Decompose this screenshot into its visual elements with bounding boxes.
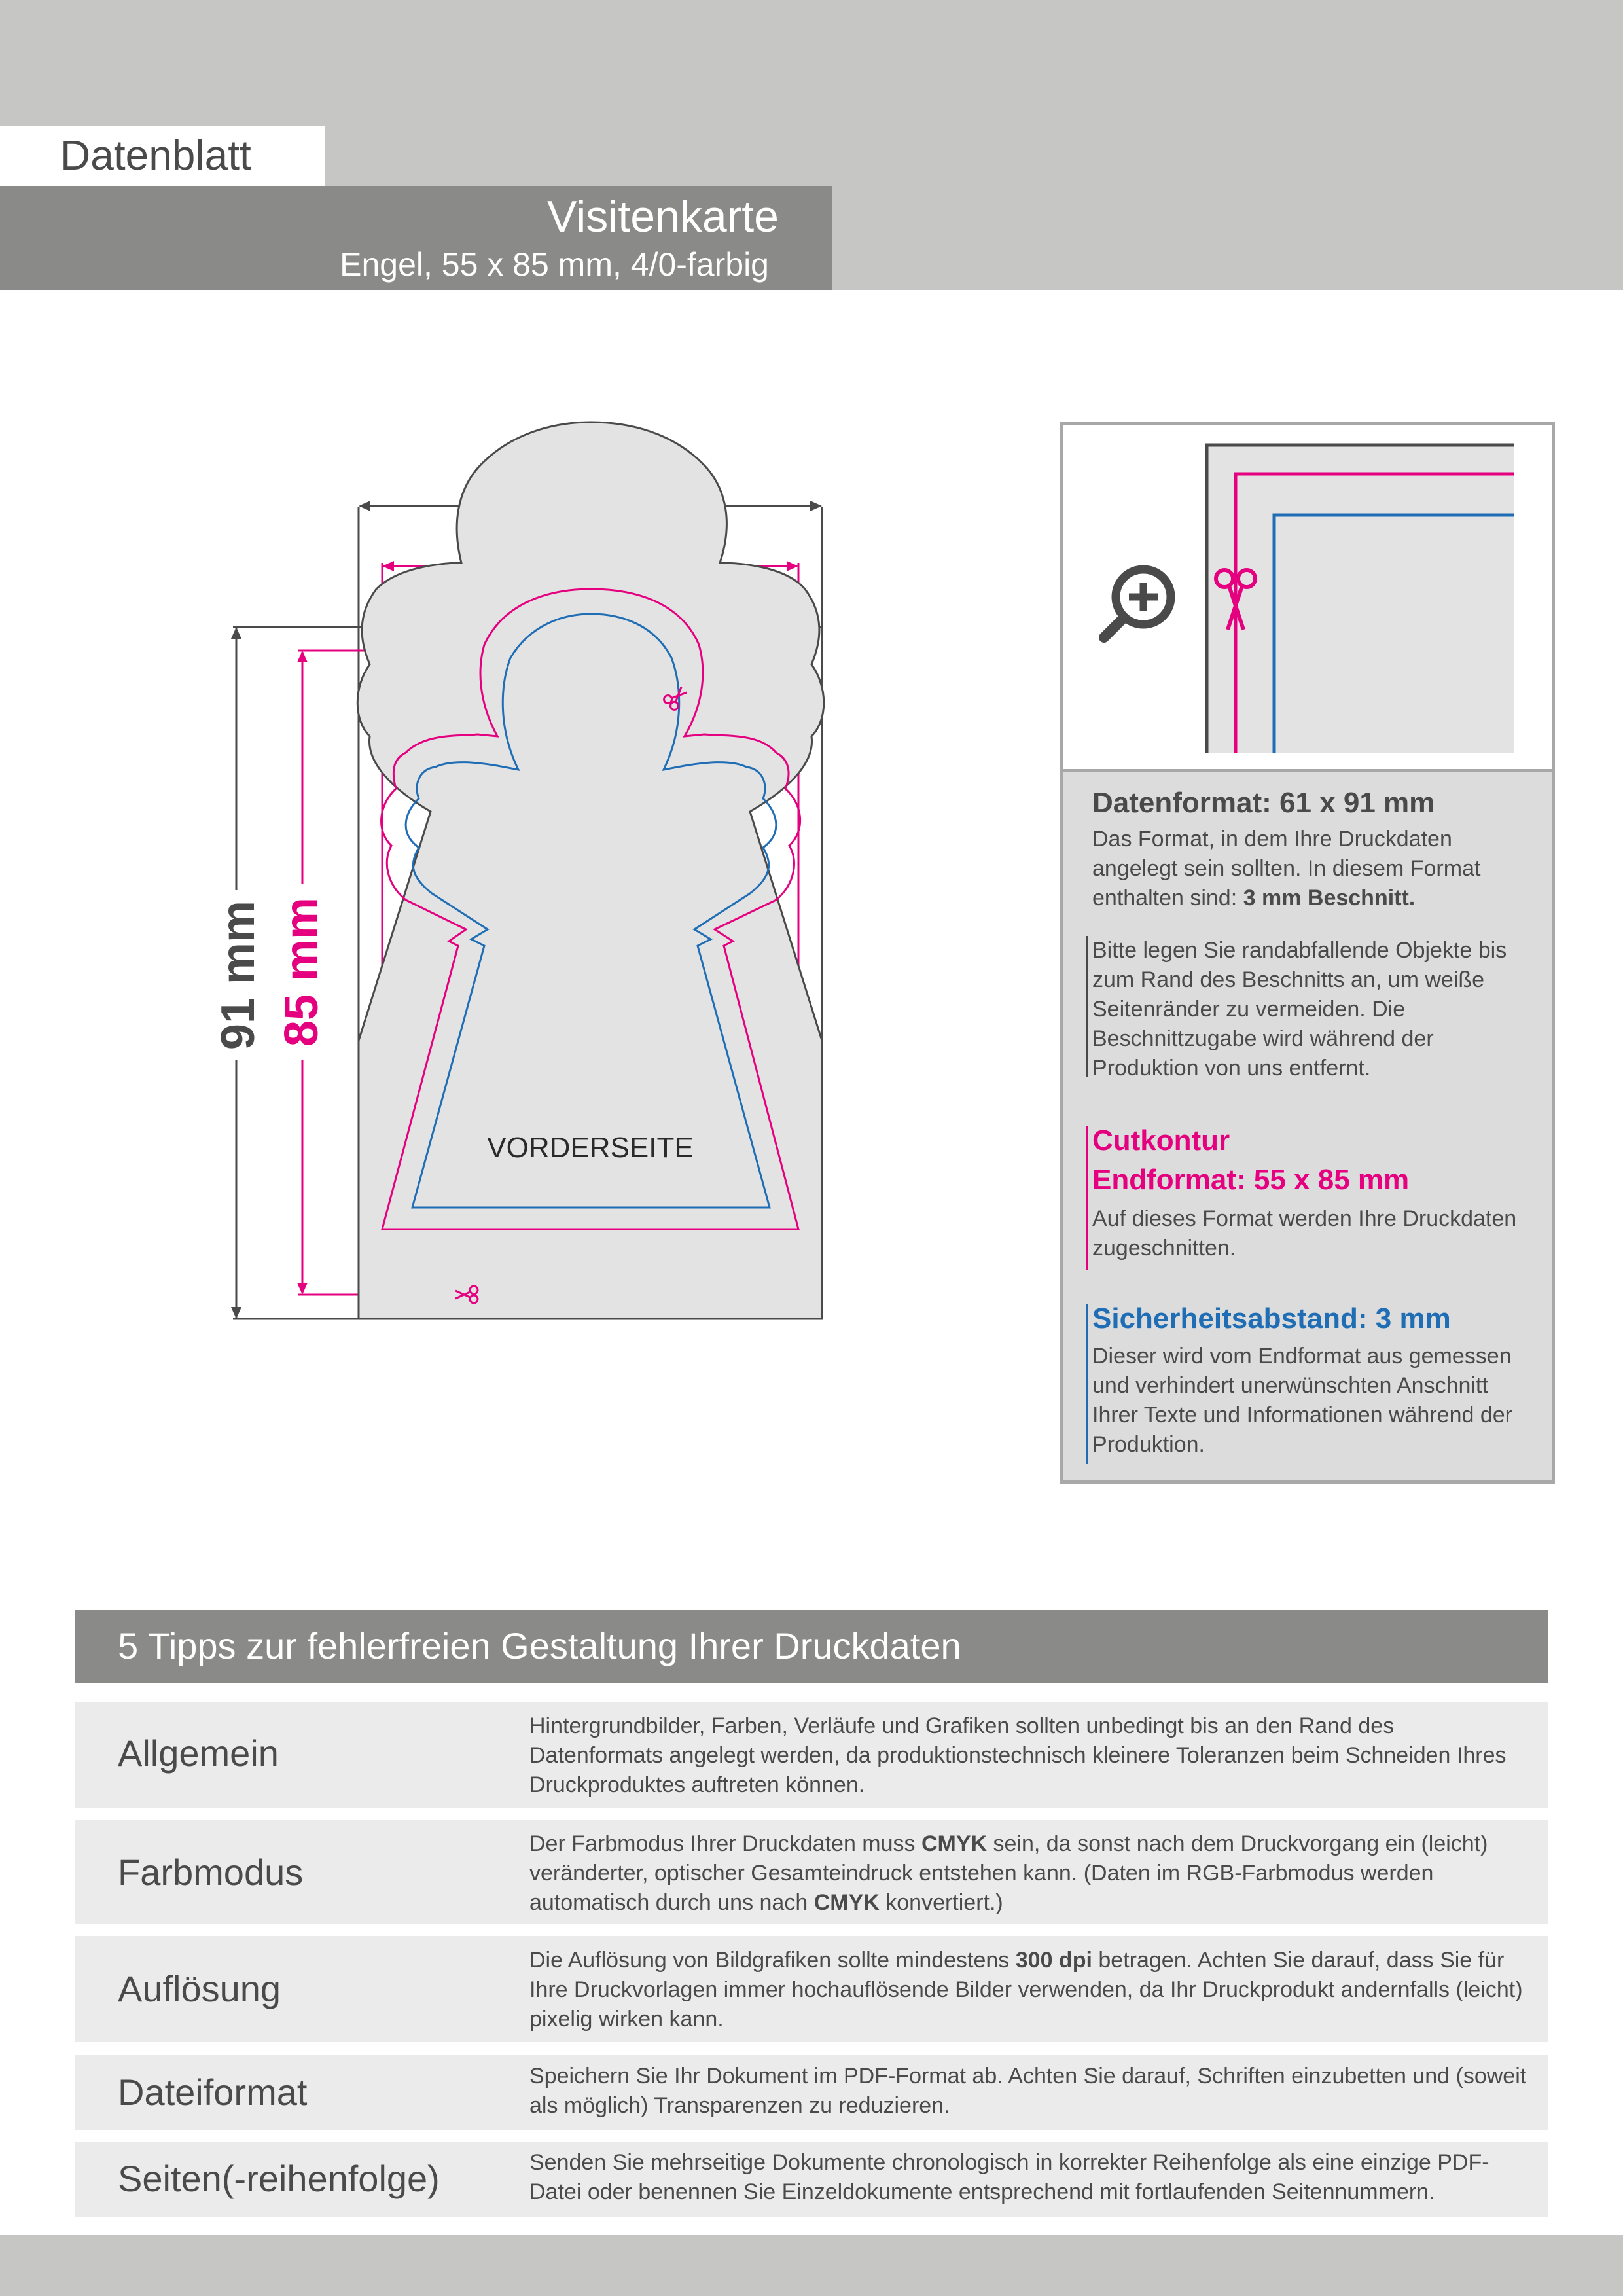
dim-55-arrow-right xyxy=(787,561,798,571)
aufloesung-part-1: Die Auflösung von Bildgrafiken sollte mindestens xyxy=(529,1948,1016,1973)
tip-row-dateiformat xyxy=(75,2055,1548,2130)
zoom-plus-icon xyxy=(1104,569,1171,637)
dim-55-arrow-left xyxy=(382,561,394,571)
tip-row-aufloesung xyxy=(75,1936,1548,2042)
tips-header xyxy=(75,1610,1548,1683)
farbmodus-part-3: konvertiert.) xyxy=(879,1890,1003,1915)
format-diagram xyxy=(0,367,851,1348)
aufloesung-part-2: betragen. Achten Sie darauf, dass Sie für Ihre Druckvorlagen immer hochauflösende Bilder verwenden, da Ihr Druckprodukt andernfalls (leicht) pixelig wirken kann. xyxy=(529,1948,1523,2032)
cut-title-2: Endformat: 55 x 85 mm xyxy=(1092,1164,1410,1196)
dim-91-arrow-bottom xyxy=(231,1307,241,1319)
tip-label-dateiformat: Dateiformat xyxy=(118,2072,308,2113)
info-panel xyxy=(1060,422,1555,1484)
cut-title-1: Cutkontur xyxy=(1092,1124,1230,1157)
angel-bleed-shape xyxy=(357,422,824,1319)
farbmodus-part-2: sein, da sonst nach dem Druckvorgang ein (leicht) veränderter, optischer Gesamteindruck entstehen kann. (Daten im RGB-Farbmodus werden automatisch durch uns nach xyxy=(529,1831,1488,1915)
height-outer-label: 91 mm xyxy=(212,900,264,1050)
tip-text-allgemein: Hintergrundbilder, Farben, Verläufe und Grafiken sollten unbedingt bis an den Rand des Datenformats angelegt werden, da produktionstechnisch kleinere Toleranzen beim Schneiden Ihres Druckproduktes auftreten können. xyxy=(529,1713,1507,1797)
safe-bar xyxy=(1086,1304,1088,1464)
footer-band xyxy=(0,2235,1623,2296)
zoom-detail xyxy=(1063,425,1552,772)
datenformat-text xyxy=(1092,825,1537,913)
farbmodus-part-1: Der Farbmodus Ihrer Druckdaten muss xyxy=(529,1831,921,1856)
vorderseite-label: VORDERSEITE xyxy=(487,1132,694,1164)
tip-label-farbmodus: Farbmodus xyxy=(118,1852,304,1893)
datenblatt-label: Datenblatt xyxy=(60,132,251,179)
dim-61-arrow-left xyxy=(359,501,370,511)
farbmodus-bold-1: CMYK xyxy=(921,1831,988,1856)
tip-label-aufloesung: Auflösung xyxy=(118,1968,281,2009)
cut-text: Auf dieses Format werden Ihre Druckdaten zugeschnitten. xyxy=(1092,1206,1517,1261)
height-inner-label: 85 mm xyxy=(276,897,328,1047)
datenformat-title: Datenformat: 61 x 91 mm xyxy=(1092,787,1435,819)
dim-91-arrow-top xyxy=(231,627,241,639)
datenblatt-tab xyxy=(0,126,325,186)
farbmodus-bold-2: CMYK xyxy=(813,1890,880,1915)
tip-row-farbmodus xyxy=(75,1820,1548,1924)
page-title: Visitenkarte xyxy=(546,192,779,242)
aufloesung-bold: 300 dpi xyxy=(1015,1948,1092,1973)
zoom-corner-graphic xyxy=(1063,425,1552,769)
info-text-area xyxy=(1063,772,1552,1480)
zoom-bleed-area xyxy=(1207,445,1514,753)
tip-label-seiten: Seiten(-reihenfolge) xyxy=(118,2158,440,2199)
tip-text-dateiformat: Speichern Sie Ihr Dokument im PDF-Format ab. Achten Sie darauf, Schriften einzubetten und (soweit als möglich) Transparenzen zu reduzieren. xyxy=(529,2064,1527,2118)
tip-text-aufloesung xyxy=(529,1946,1531,2034)
datenformat-text-bold: 3 mm Beschnitt. xyxy=(1243,886,1416,910)
tip-label-allgemein: Allgemein xyxy=(118,1732,279,1774)
tip-text-farbmodus xyxy=(529,1829,1531,1918)
dim-61-arrow-right xyxy=(810,501,822,511)
tip-row-allgemein xyxy=(75,1702,1548,1808)
bleed-note-bar xyxy=(1086,936,1088,1077)
safe-text: Dieser wird vom Endformat aus gemessen und verhindert unerwünschten Anschnitt Ihrer Texte und Informationen während der Produktion. xyxy=(1092,1344,1512,1457)
title-block xyxy=(0,186,832,290)
tip-row-seiten xyxy=(75,2142,1548,2217)
cut-bar xyxy=(1086,1126,1088,1270)
datenformat-text-part: Das Format, in dem Ihre Druckdaten angelegt sein sollten. In diesem Format enthalten sind: xyxy=(1092,827,1481,910)
dim-85-arrow-bottom xyxy=(297,1283,308,1295)
safe-title: Sicherheitsabstand: 3 mm xyxy=(1092,1302,1451,1335)
page-subtitle: Engel, 55 x 85 mm, 4/0-farbig xyxy=(340,246,769,283)
tip-text-seiten: Senden Sie mehrseitige Dokumente chronologisch in korrekter Reihenfolge als eine einzige PDF-Datei oder benennen Sie Einzeldokumente entsprechend mit fortlaufenden Seitennummern. xyxy=(529,2150,1489,2204)
bleed-note-text: Bitte legen Sie randabfallende Objekte bis zum Rand des Beschnitts an, um weiße Seitenränder zu vermeiden. Die Beschnittzugabe wird während der Produktion von uns entfernt. xyxy=(1092,938,1507,1081)
tips-header-title: 5 Tipps zur fehlerfreien Gestaltung Ihrer Druckdaten xyxy=(118,1625,961,1666)
dim-85-arrow-top xyxy=(297,651,308,662)
